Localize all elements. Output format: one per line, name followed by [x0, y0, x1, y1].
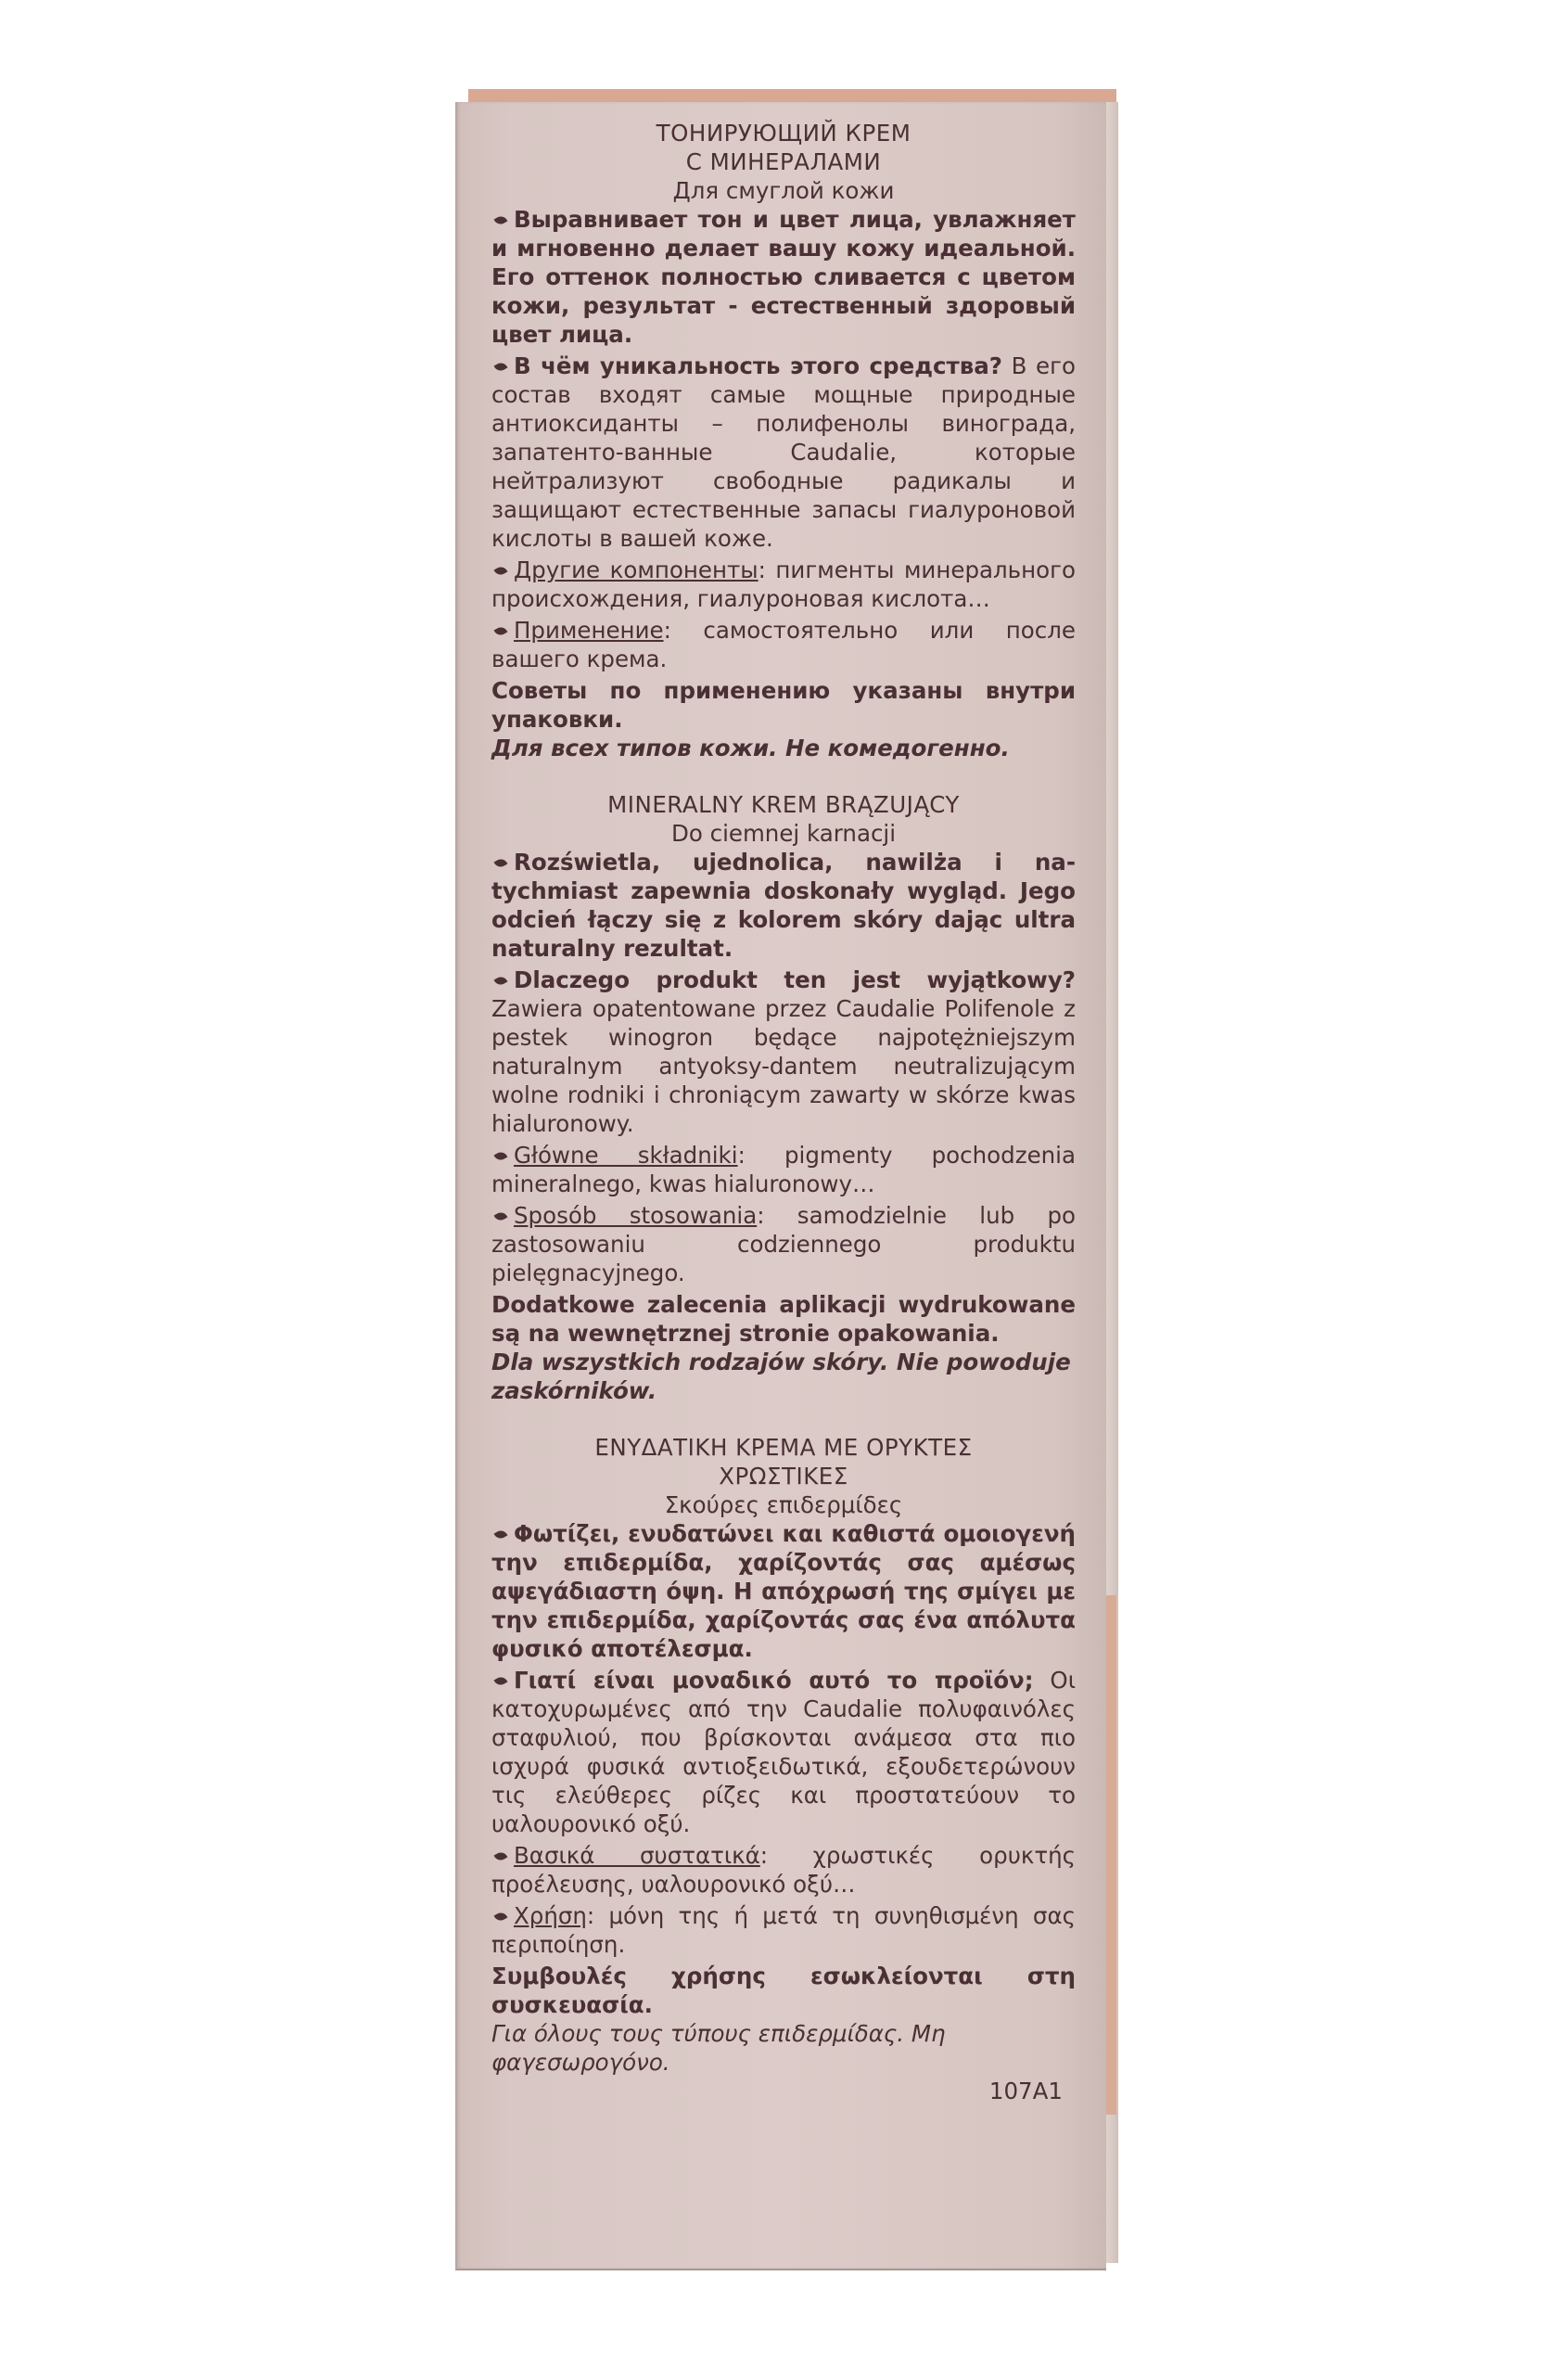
gr-p3-text: : χρωστικές ορυκτής προέλευσης, υαλουρονικό οξύ…	[491, 1842, 1076, 1898]
leaf-icon	[494, 360, 508, 373]
pl-p3-label: Główne składniki	[514, 1142, 738, 1169]
pl-tips: Dodatkowe zalecenia aplikacji wydrukowane są na wewnętrznej stronie opakowania.	[491, 1291, 1076, 1347]
leaf-icon	[494, 564, 508, 577]
section-russian	[491, 119, 1076, 762]
ru-subtitle: Для смуглой кожи	[672, 177, 895, 204]
gr-p2-text: Οι κατοχυρωμένες από την Caudalie πολυφαινόλες σταφυλιού, που βρίσκονται ανάμεσα στα πιο ισχυρά φυσικά αντιοξειδωτικά, εξουδετερώνουν τις ελεύθερες ρίζες και προστατεύουν το υαλουρονικό οξύ.	[491, 1667, 1076, 1837]
ru-p1-text: Выравнивает тон и цвет лица, увлажняет и мгновенно делает вашу кожу идеальной. Его оттенок полностью сливается с цветом кожи, результат - естественный здоровый цвет лица.	[491, 206, 1076, 348]
pl-p3-text: : pigmenty pochodzenia mineralnego, kwas hialuronowy…	[491, 1142, 1076, 1197]
gr-paragraph-1	[491, 1519, 1076, 1663]
gr-p4-label: Χρήση	[514, 1902, 587, 1929]
pl-p2-heading: Dlaczego produkt ten jest wyjątkowy?	[514, 966, 1076, 993]
gr-paragraph-4	[491, 1901, 1076, 1959]
gr-p1-text: Φωτίζει, ενυδατώνει και καθιστά ομοιογενή την επιδερμίδα, χαρίζοντάς σας αμέσως αψεγάδιαστη όψη. Η απόχρωσή της σμίγει με την επιδερμίδα, χαρίζοντάς σας ένα απόλυτα φυσικό αποτέλεσμα.	[491, 1520, 1076, 1662]
leaf-icon	[494, 1910, 508, 1923]
ru-p4-label: Применение	[514, 617, 664, 644]
leaf-icon	[494, 624, 508, 637]
pl-p1-text: Rozświetla, ujednolica, nawilża i na-tychmiast zapewnia doskonały wygląd. Jego odcień łączy się z kolorem skóry dając ultra naturalny rezultat.	[491, 849, 1076, 962]
pl-paragraph-3	[491, 1141, 1076, 1198]
leaf-icon	[494, 1528, 508, 1541]
gr-subtitle: Σκούρες επιδερμίδες	[664, 1491, 903, 1518]
leaf-icon	[494, 1149, 508, 1162]
pl-note: Dla wszystkich rodzajów skóry. Nie powoduje zaskórników.	[491, 1349, 1071, 1404]
ru-title-line1: ТОНИРУЮЩИЙ КРЕМ	[656, 120, 911, 147]
leaf-icon	[494, 1209, 508, 1222]
gr-p3-label: Βασικά συστατικά	[514, 1842, 760, 1869]
pl-paragraph-1	[491, 848, 1076, 963]
gr-note: Για όλους τους τύπους επιδερμίδας. Μη φαγεσωρογόνο.	[491, 2020, 946, 2076]
gr-title-line1: ΕΝΥΔΑΤΙΚΗ ΚΡΕΜΑ ΜΕ ΟΡΥΚΤΕΣ	[594, 1434, 973, 1461]
label-text-panel	[491, 119, 1076, 2105]
gr-paragraph-3	[491, 1841, 1076, 1899]
pl-p4-text: : samodzielnie lub po zastosowaniu codziennego produktu pielęgnacyjnego.	[491, 1202, 1077, 1286]
section-greek	[491, 1433, 1076, 2105]
gr-p4-text: : μόνη της ή μετά τη συνηθισμένη σας περιποίηση.	[491, 1902, 1076, 1958]
leaf-icon	[494, 213, 508, 226]
leaf-icon	[494, 1674, 508, 1687]
gr-tips: Συμβουλές χρήσης εσωκλείονται στη συσκευασία.	[491, 1963, 1076, 2018]
ru-paragraph-4	[491, 616, 1076, 673]
gr-p2-heading: Γιατί είναι μοναδικό αυτό το προϊόν;	[514, 1667, 1034, 1694]
pl-title: MINERALNY KREM BRĄZUJĄCY	[607, 791, 960, 818]
ru-title-line2: С МИНЕРАЛАМИ	[685, 148, 882, 175]
pl-subtitle: Do ciemnej karnacji	[670, 820, 897, 847]
pl-p4-label: Sposób stosowania	[514, 1202, 758, 1229]
leaf-icon	[494, 974, 508, 987]
ru-p2-text: В его состав входят самые мощные природные антиоксиданты – полифенолы винограда, запатенто-ванные Caudalie, которые нейтрализуют свободные радикалы и защищают естественные запасы гиалуроновой кислоты в вашей коже.	[491, 352, 1076, 552]
ru-paragraph-2	[491, 352, 1076, 553]
gr-title-line2: ΧΡΩΣΤΙΚΕΣ	[719, 1463, 848, 1490]
ru-p4-text: : самостоятельно или после вашего крема.	[491, 617, 1076, 672]
gr-paragraph-2	[491, 1666, 1076, 1838]
ru-paragraph-3	[491, 556, 1076, 613]
ru-p2-heading: В чём уникальность этого средства?	[514, 352, 1002, 379]
leaf-icon	[494, 856, 508, 869]
ru-paragraph-1	[491, 205, 1076, 349]
ru-note: Для всех типов кожи. Не комедогенно.	[491, 735, 1010, 761]
batch-code: 107A1	[988, 2078, 1063, 2104]
pl-paragraph-4	[491, 1201, 1076, 1287]
section-polish	[491, 790, 1076, 1405]
ru-tips: Советы по применению указаны внутри упаковки.	[491, 677, 1076, 733]
ru-p3-text: : пигменты минерального происхождения, гиалуроновая кислота…	[491, 556, 1076, 612]
pl-p2-text: Zawiera opatentowane przez Caudalie Polifenole z pestek winogron będące najpotężniejszym naturalnym antyoksy-dantem neutralizującym wolne rodniki i chroniącym zawarty w skórze kwas hialuronowy.	[491, 995, 1076, 1137]
pl-paragraph-2	[491, 965, 1076, 1138]
leaf-icon	[494, 1849, 508, 1862]
ru-p3-label: Другие компоненты	[514, 556, 759, 583]
